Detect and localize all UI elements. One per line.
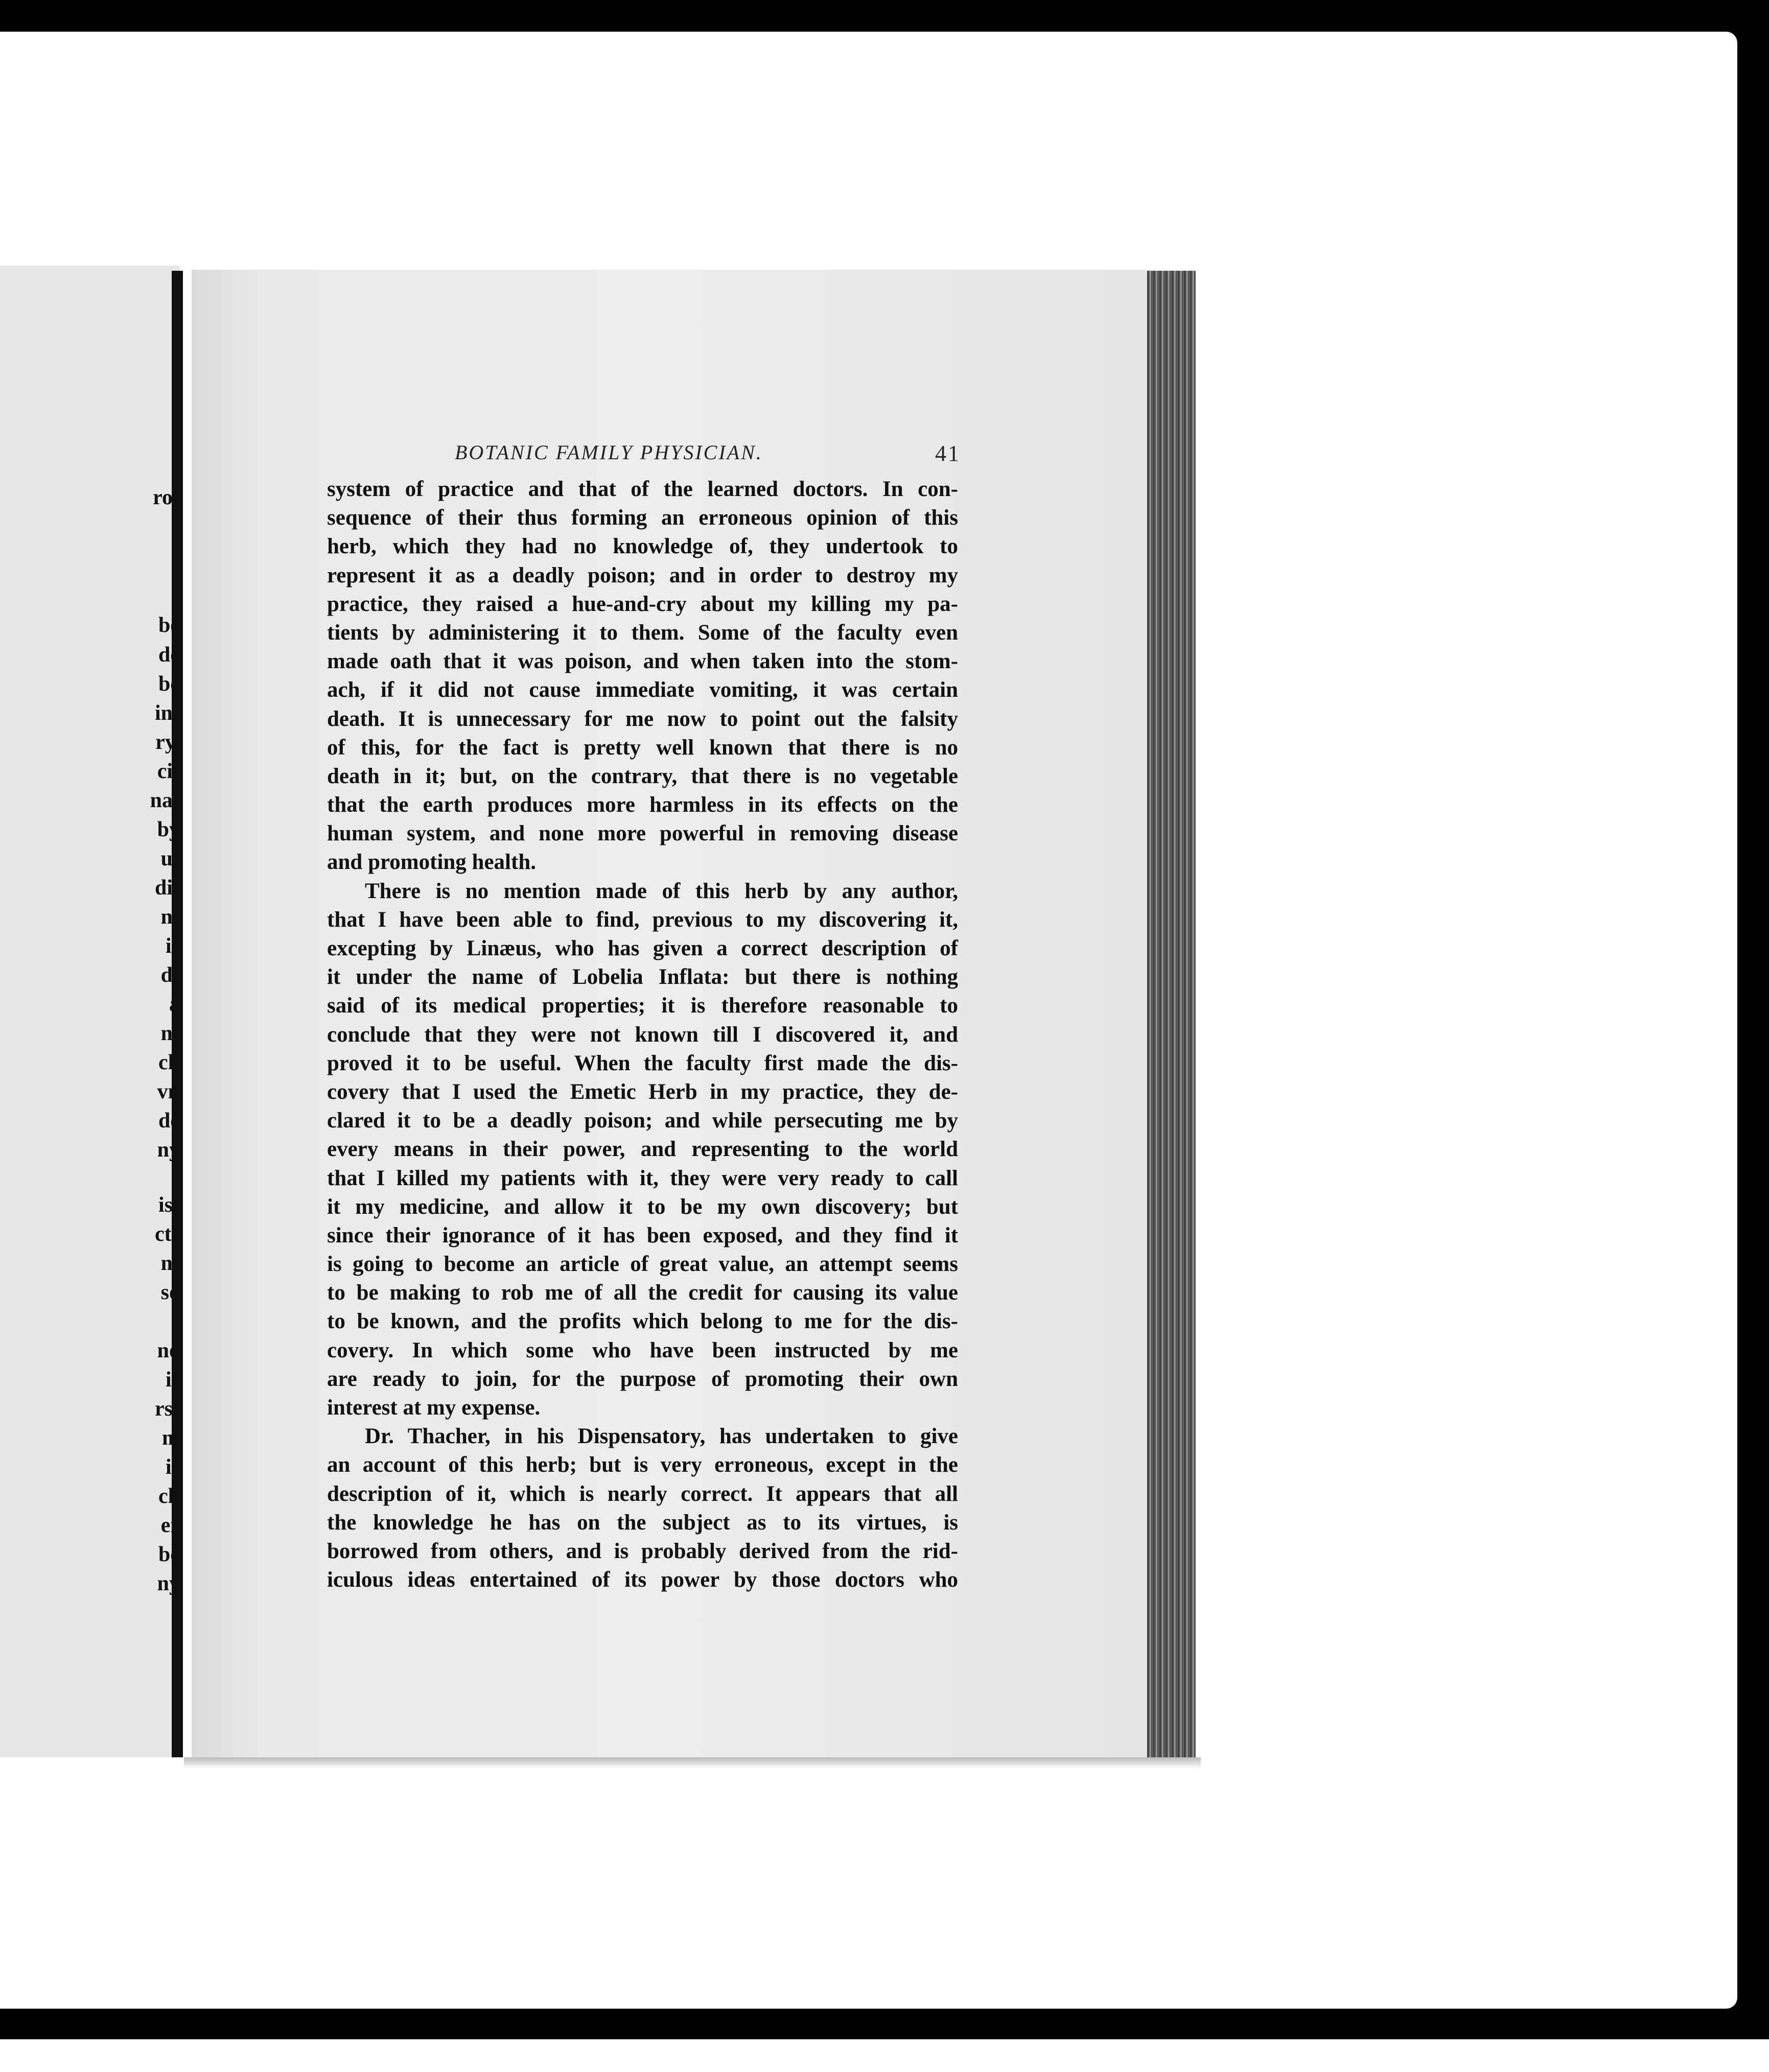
previous-page-fragment: is- bbox=[158, 1193, 180, 1217]
previous-page-fragment: nt bbox=[160, 1252, 180, 1275]
text-line: herb, which they had no knowledge of, they undertook to bbox=[327, 534, 958, 559]
text-line: is going to become an article of great value, an attempt seems bbox=[327, 1252, 958, 1277]
text-line: proved it to be useful. When the faculty first made the dis- bbox=[327, 1051, 958, 1075]
text-line: that I have been able to find, previous to my discovering it, bbox=[327, 907, 958, 932]
previous-page-fragment: ut bbox=[160, 847, 180, 870]
previous-page-fragment: I bbox=[171, 1310, 180, 1333]
previous-page-fragment: so bbox=[160, 1281, 180, 1304]
body-text bbox=[327, 475, 958, 1594]
text-line: covery that I used the Emetic Herb in my practice, they de- bbox=[327, 1079, 958, 1104]
text-line: since their ignorance of it has been exposed, and they find it bbox=[327, 1223, 958, 1247]
text-line: it under the name of Lobelia Inflata: but there is nothing bbox=[327, 965, 958, 990]
text-line: ach, if it did not cause immediate vomiting, it was certain bbox=[327, 678, 958, 702]
page-edges bbox=[1147, 271, 1196, 1765]
text-line: iculous ideas entertained of its power by those doctors who bbox=[327, 1568, 958, 1592]
previous-page-fragment: in- bbox=[154, 701, 180, 725]
previous-page-fragment: er bbox=[160, 1514, 180, 1537]
text-line: are ready to join, for the purpose of promoting their own bbox=[327, 1367, 958, 1391]
text-line: interest at my expense. bbox=[327, 1396, 541, 1420]
text-line: that I killed my patients with it, they were very ready to call bbox=[327, 1166, 958, 1190]
previous-page-fragment: rs- bbox=[155, 1397, 180, 1421]
text-line: covery. In which some who have been instructed by me bbox=[327, 1338, 958, 1362]
text-line: human system, and none more powerful in removing disease bbox=[327, 821, 958, 846]
text-line: There is no mention made of this herb by any author, bbox=[365, 879, 958, 903]
previous-page-fragment: ci- bbox=[157, 760, 180, 783]
previous-page-fragment: ny bbox=[157, 1572, 180, 1595]
text-line: conclude that they were not known till I discovered it, and bbox=[327, 1022, 958, 1047]
page-shadow bbox=[184, 1757, 1201, 1769]
text-line: description of it, which is nearly correct. It appears that all bbox=[327, 1481, 958, 1506]
previous-page-fragment: is bbox=[165, 1455, 180, 1479]
previous-page-fragment: n- bbox=[160, 905, 180, 929]
previous-page-fragment: n- bbox=[160, 1022, 180, 1045]
previous-page-fragment: ch bbox=[158, 1051, 180, 1074]
text-line: death in it; but, on the contrary, that there is no vegetable bbox=[327, 764, 958, 788]
text-line: clared it to be a deadly poison; and while persecuting me by bbox=[327, 1109, 958, 1133]
previous-page-fragment: d- bbox=[160, 963, 180, 987]
page-number: 41 bbox=[935, 441, 961, 466]
previous-page-fragment: ro- bbox=[153, 486, 180, 509]
text-line: said of its medical properties; it is therefore reasonable to bbox=[327, 994, 958, 1018]
text-line: excepting by Linæus, who has given a correct description of bbox=[327, 936, 958, 960]
text-line: tients by administering it to them. Some of the faculty even bbox=[327, 620, 958, 645]
text-line: practice, they raised a hue-and-cry about my killing my pa- bbox=[327, 592, 958, 616]
previous-page-fragment: na- bbox=[150, 789, 180, 812]
previous-page-fragment: de bbox=[158, 643, 180, 667]
text-line: system of practice and that of the learned doctors. In con- bbox=[327, 477, 958, 501]
text-line: every means in their power, and representing to the world bbox=[327, 1137, 958, 1162]
text-line: death. It is unnecessary for me now to point out the falsity bbox=[327, 707, 958, 731]
previous-page-fragment: cts bbox=[155, 1222, 180, 1246]
text-line: Dr. Thacher, in his Dispensatory, has undertaken to give bbox=[365, 1424, 958, 1449]
running-head bbox=[327, 440, 961, 471]
text-line: to be making to rob me of all the credit for causing its value bbox=[327, 1281, 958, 1305]
text-line: borrowed from others, and is probably derived from the rid- bbox=[327, 1539, 958, 1563]
previous-page-fragment: no bbox=[157, 1339, 180, 1362]
previous-page-fragment: m bbox=[162, 1426, 180, 1450]
previous-page-fragment: by bbox=[157, 818, 180, 841]
text-line: an account of this herb; but is very erroneous, except in the bbox=[327, 1453, 958, 1477]
previous-page-fragment: di- bbox=[154, 876, 180, 900]
previous-page-fragment: be bbox=[158, 1543, 180, 1566]
previous-page-fragment: vn bbox=[157, 1080, 180, 1103]
text-line: represent it as a deadly poison; and in order to destroy my bbox=[327, 563, 958, 587]
previous-page-fragment: ry. bbox=[155, 731, 180, 754]
next-frame-strip bbox=[0, 2039, 1769, 2072]
previous-page-fragment: ny bbox=[157, 1138, 180, 1162]
previous-page-fragment: is bbox=[165, 934, 180, 958]
text-line: to be known, and the profits which belong to me for the dis- bbox=[327, 1309, 958, 1334]
text-line: and promoting health. bbox=[327, 850, 536, 875]
previous-page-fragment: de bbox=[158, 1109, 180, 1133]
previous-page-fragment: a bbox=[169, 993, 180, 1016]
running-title: BOTANIC FAMILY PHYSICIAN. bbox=[455, 441, 763, 464]
text-line: the knowledge he has on the subject as to its virtues, is bbox=[327, 1510, 958, 1535]
text-line: sequence of their thus forming an erroneous opinion of this bbox=[327, 506, 958, 530]
text-line: made oath that it was poison, and when taken into the stom- bbox=[327, 649, 958, 674]
previous-page-fragment: be bbox=[158, 614, 180, 637]
text-line: it my medicine, and allow it to be my own discovery; but bbox=[327, 1194, 958, 1219]
text-line: that the earth produces more harmless in its effects on the bbox=[327, 793, 958, 817]
previous-page-fragment: be bbox=[158, 672, 180, 696]
text-line: of this, for the fact is pretty well known that there is no bbox=[327, 735, 958, 760]
previous-page-fragment: ch bbox=[158, 1485, 180, 1508]
previous-page-fragment: is bbox=[165, 1368, 180, 1392]
